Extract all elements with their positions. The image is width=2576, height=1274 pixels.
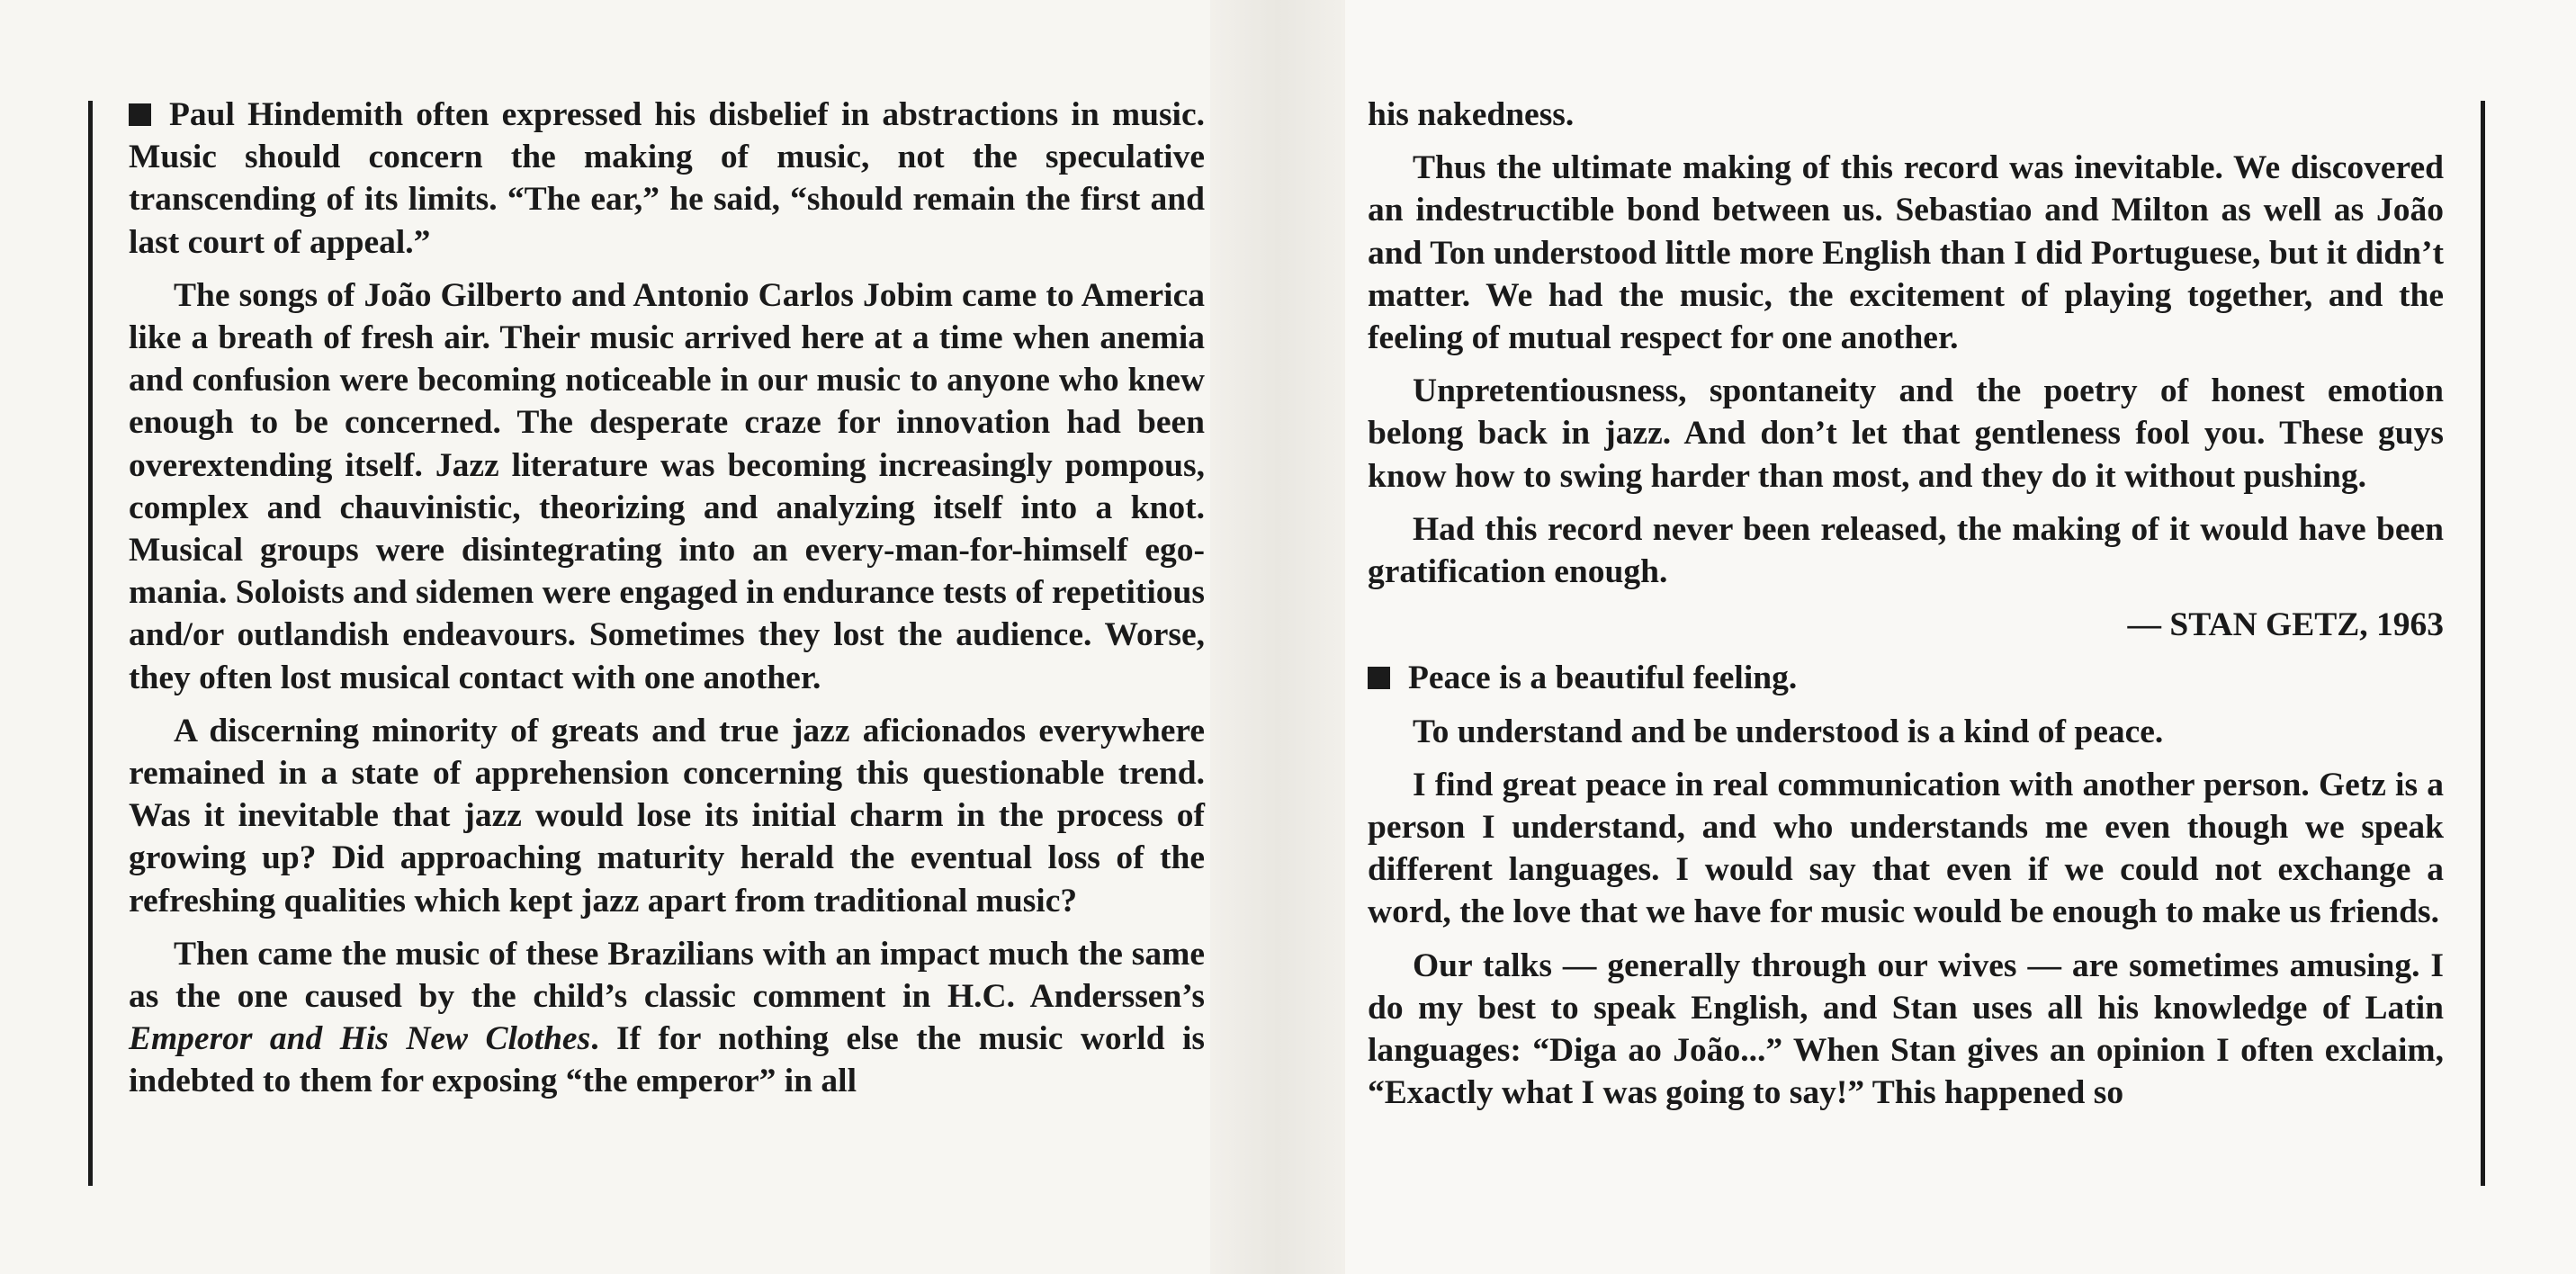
paragraph: The songs of João Gilberto and Antonio Carlos Jobim came to America like a breath of fresh air. Their music arrived here at a time when anemia and confusion were becoming noticeable in our music to anyone who knew enough to be concerned. The desperate craze for innovation had been overextending itself. Jazz literature was becoming increasingly pompous, complex and chauvinistic, theorizing and analyzing itself into a knot. Musical groups were disintegrating into an every-man-for-himself ego-mania. Soloists and sidemen were engaged in endurance tests of repetitious and/or outlandish endeavours. Sometimes they lost the audience. Worse, they often lost musical contact with one another. <box>129 276 1205 696</box>
signature: — STAN GETZ, 1963 <box>2127 606 2444 644</box>
section-marker-icon <box>1368 667 1390 689</box>
paragraph-text: Peace is a beautiful feeling. <box>1408 659 1798 697</box>
left-margin-rule <box>88 101 93 1186</box>
paragraph <box>129 933 1205 1103</box>
paragraph-text: . If for nothing else the music world is indebted to them for exposing “the emperor” in all <box>129 1020 1206 1100</box>
book-title: Emperor and His New Clothes <box>129 1020 591 1058</box>
section-marker-icon <box>129 103 151 126</box>
paragraph-text: Then came the music of these Brazilians with an impact much the same as the one caused by the child’s classic comment in H.C. Anderssen’s <box>129 935 1205 1016</box>
paragraph: Thus the ultimate making of this record was inevitable. We discovered an indestructible bond between us. Sebastiao and Milton as well as João and Ton understood little more English than I did Portuguese, but it didn’t matter. We had the music, the excitement of playing together, and the feeling of mutual respect for one another. <box>1368 149 2444 357</box>
paragraph-text: Paul Hindemith often expressed his disbelief in abstractions in music. Music should concern the making of music, not the speculative transcending of its limits. “The ear,” he said, “should remain the first and last court of appeal.” <box>129 96 1205 261</box>
left-text-column <box>129 94 1205 1114</box>
paragraph <box>1368 657 2444 699</box>
right-text-column <box>1368 94 2444 1125</box>
paragraph: Our talks — generally through our wives — are sometimes amusing. I do my best to speak English, and Stan uses all his knowledge of Latin languages: “Diga ao João...” When Stan gives an opinion I often exclaim, “Exactly what I was going to say!” This happened so <box>1368 947 2444 1112</box>
paragraph: A discerning minority of greats and true jazz aficionados everywhere remained in a state of apprehension concerning this questionable trend. Was it inevitable that jazz would lose its initial charm in the process of growing up? Did approaching maturity herald the eventual loss of the refreshing qualities which kept jazz apart from traditional music? <box>129 712 1205 920</box>
paragraph: Had this record never been released, the making of it would have been gratification enough. <box>1368 510 2444 591</box>
paragraph <box>129 94 1205 264</box>
paragraph: I find great peace in real communication with another person. Getz is a person I understand, and who understands me even though we speak different languages. I would say that even if we could not exchange a word, the love that we have for music would be enough to make us friends. <box>1368 766 2444 931</box>
paragraph: To understand and be understood is a kind of peace. <box>1413 713 2164 750</box>
paragraph: Unpretentiousness, spontaneity and the poetry of honest emotion belong back in jazz. And don’t let that gentleness fool you. These guys know how to swing harder than most, and they do it without pushing. <box>1368 372 2444 495</box>
paragraph: his nakedness. <box>1368 96 1575 133</box>
page-gutter <box>1210 0 1345 1274</box>
right-margin-rule <box>2481 101 2485 1186</box>
